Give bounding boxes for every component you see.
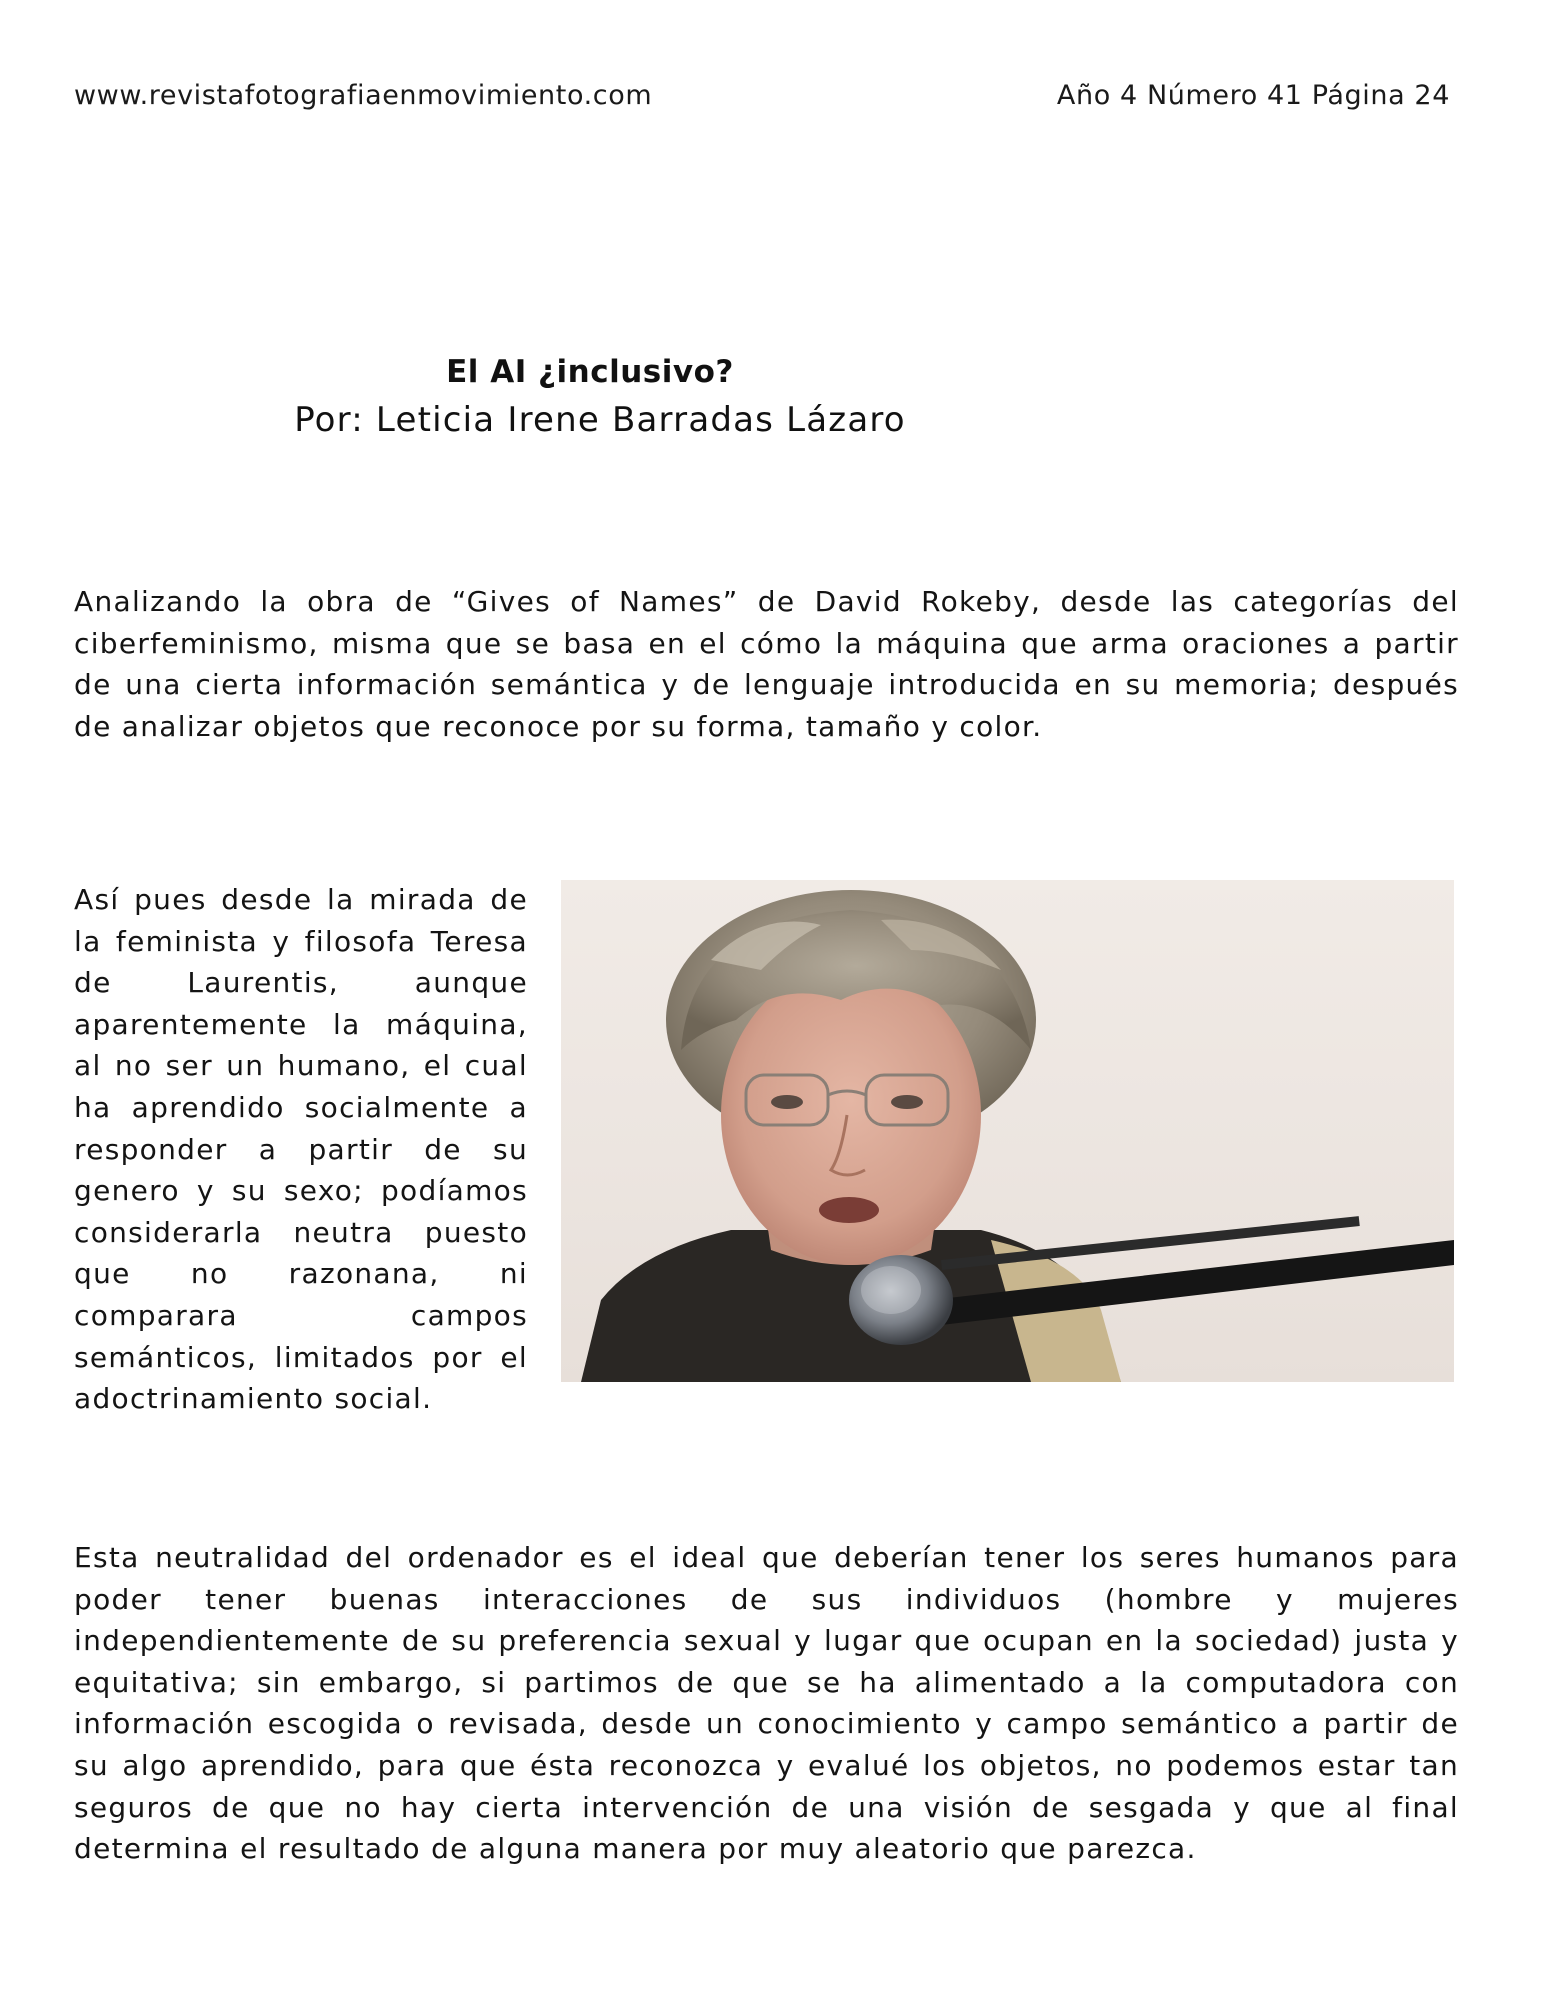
mouth-shape <box>819 1197 879 1223</box>
portrait-photo <box>561 880 1454 1382</box>
page-header <box>74 80 1450 120</box>
portrait-illustration <box>561 880 1454 1382</box>
article-author: Por: Leticia Irene Barradas Lázaro <box>294 400 906 440</box>
site-url[interactable]: www.revistafotografiaenmovimiento.com <box>74 80 653 111</box>
article-title: El AI ¿inclusivo? <box>446 354 734 390</box>
issue-page-info: Año 4 Número 41 Página 24 <box>1056 80 1450 111</box>
intro-paragraph: Analizando la obra de “Gives of Names” de David Rokeby, desde las categorías del ciberfeminismo, misma que se basa en el cómo la máquina que arma oraciones a partir de una cierta información semántica y de lenguaje introducida en su memoria; después de analizar objetos que reconoce por su forma, tamaño y color. <box>74 585 1459 743</box>
closing-paragraph: Esta neutralidad del ordenador es el ideal que deberían tener los seres humanos para poder tener buenas interacciones de sus individuos (hombre y mujeres independientemente de su preferencia sexual y lugar que ocupan en la sociedad) justa y equitativa; sin embargo, si partimos de que se ha alimentado a la computadora con información escogida o revisada, desde un conocimiento y campo semántico a partir de su algo aprendido, para que ésta reconozca y evalué los objetos, no podemos estar tan seguros de que no hay cierta intervención de una visión de sesgada y que al final determina el resultado de alguna manera por muy aleatorio que parezca. <box>74 1541 1459 1866</box>
side-paragraph: Así pues desde la mirada de la feminista y filosofa Teresa de Laurentis, aunque aparentemente la máquina, al no ser un humano, el cual ha aprendido socialmente a responder a partir de su genero y su sexo; podíamos considerarla neutra puesto que no razonana, ni comparara campos semánticos, limitados por el adoctrinamiento social. <box>74 883 528 1416</box>
